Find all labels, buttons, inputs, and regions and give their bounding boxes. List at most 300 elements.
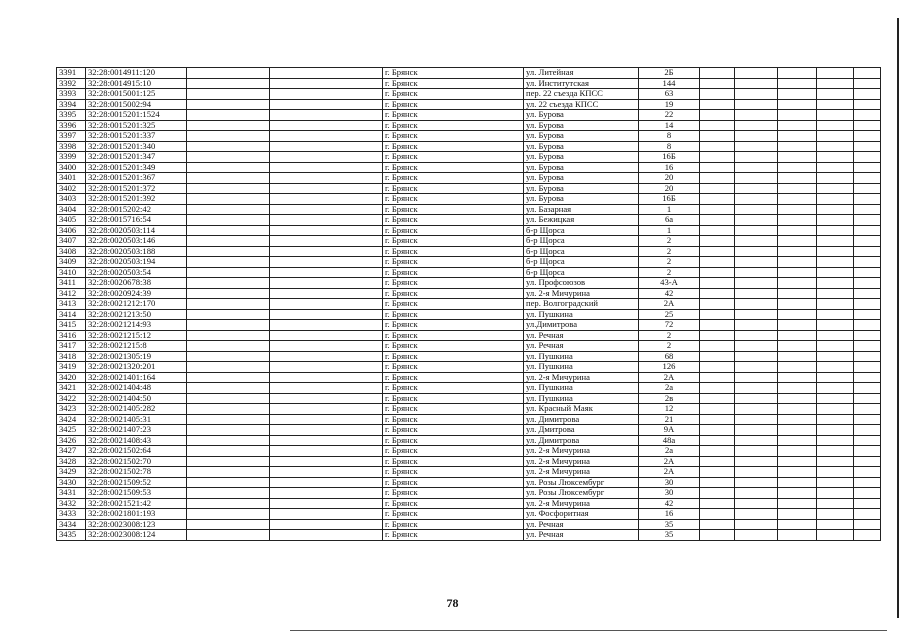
empty-cell	[778, 225, 817, 236]
empty-cell	[187, 414, 270, 425]
empty-cell	[854, 509, 881, 520]
empty-cell	[817, 120, 854, 131]
empty-cell	[817, 288, 854, 299]
empty-cell	[817, 204, 854, 215]
empty-cell	[854, 99, 881, 110]
cadastral-number-cell: 32:28:0015716:54	[86, 215, 187, 226]
empty-cell	[735, 204, 778, 215]
city-cell: г. Брянск	[383, 488, 524, 499]
empty-cell	[778, 162, 817, 173]
table-row	[57, 488, 881, 499]
empty-cell	[700, 278, 735, 289]
empty-cell	[270, 173, 383, 184]
house-number-cell: 14	[639, 120, 700, 131]
street-cell: ул. Бурова	[524, 173, 639, 184]
table-row	[57, 477, 881, 488]
house-number-cell: 1	[639, 225, 700, 236]
table-row	[57, 425, 881, 436]
empty-cell	[187, 131, 270, 142]
empty-cell	[778, 309, 817, 320]
empty-cell	[817, 278, 854, 289]
table-row	[57, 152, 881, 163]
cadastral-number-cell: 32:28:0020503:194	[86, 257, 187, 268]
empty-cell	[700, 456, 735, 467]
cadastral-number-cell: 32:28:0015201:340	[86, 141, 187, 152]
empty-cell	[854, 341, 881, 352]
house-number-cell: 63	[639, 89, 700, 100]
street-cell: ул. 2-я Мичурина	[524, 372, 639, 383]
city-cell: г. Брянск	[383, 414, 524, 425]
empty-cell	[700, 362, 735, 373]
row-number-cell: 3418	[57, 351, 86, 362]
empty-cell	[270, 278, 383, 289]
empty-cell	[854, 435, 881, 446]
empty-cell	[187, 467, 270, 478]
table-row	[57, 467, 881, 478]
empty-cell	[817, 404, 854, 415]
cadastral-number-cell: 32:28:0021801:193	[86, 509, 187, 520]
table-row	[57, 435, 881, 446]
table-row	[57, 509, 881, 520]
cadastral-number-cell: 32:28:0021408:43	[86, 435, 187, 446]
city-cell: г. Брянск	[383, 183, 524, 194]
page-number: 78	[446, 596, 459, 610]
empty-cell	[817, 446, 854, 457]
empty-cell	[817, 299, 854, 310]
table-row	[57, 215, 881, 226]
empty-cell	[700, 215, 735, 226]
empty-cell	[187, 99, 270, 110]
empty-cell	[270, 131, 383, 142]
house-number-cell: 2в	[639, 393, 700, 404]
empty-cell	[700, 194, 735, 205]
empty-cell	[735, 362, 778, 373]
empty-cell	[187, 194, 270, 205]
empty-cell	[778, 183, 817, 194]
house-number-cell: 2А	[639, 299, 700, 310]
street-cell: ул. Бурова	[524, 110, 639, 121]
house-number-cell: 12	[639, 404, 700, 415]
row-number-cell: 3416	[57, 330, 86, 341]
table-row	[57, 141, 881, 152]
house-number-cell: 16Б	[639, 152, 700, 163]
city-cell: г. Брянск	[383, 372, 524, 383]
empty-cell	[735, 372, 778, 383]
cadastral-number-cell: 32:28:0021405:31	[86, 414, 187, 425]
row-number-cell: 3434	[57, 519, 86, 530]
house-number-cell: 144	[639, 78, 700, 89]
empty-cell	[700, 141, 735, 152]
empty-cell	[700, 183, 735, 194]
city-cell: г. Брянск	[383, 351, 524, 362]
empty-cell	[854, 351, 881, 362]
empty-cell	[700, 131, 735, 142]
table-row	[57, 519, 881, 530]
row-number-cell: 3421	[57, 383, 86, 394]
street-cell: ул. Фосфоритная	[524, 509, 639, 520]
empty-cell	[187, 288, 270, 299]
house-number-cell: 42	[639, 288, 700, 299]
house-number-cell: 72	[639, 320, 700, 331]
street-cell: ул. Профсоюзов	[524, 278, 639, 289]
empty-cell	[270, 509, 383, 520]
empty-cell	[854, 488, 881, 499]
house-number-cell: 2	[639, 257, 700, 268]
city-cell: г. Брянск	[383, 309, 524, 320]
city-cell: г. Брянск	[383, 246, 524, 257]
empty-cell	[817, 257, 854, 268]
empty-cell	[817, 488, 854, 499]
empty-cell	[778, 257, 817, 268]
row-number-cell: 3431	[57, 488, 86, 499]
empty-cell	[187, 120, 270, 131]
cadastral-number-cell: 32:28:0015201:372	[86, 183, 187, 194]
table-row	[57, 414, 881, 425]
empty-cell	[817, 309, 854, 320]
empty-cell	[700, 425, 735, 436]
empty-cell	[854, 330, 881, 341]
city-cell: г. Брянск	[383, 257, 524, 268]
empty-cell	[735, 435, 778, 446]
empty-cell	[778, 215, 817, 226]
cadastral-number-cell: 32:28:0014911:120	[86, 68, 187, 79]
empty-cell	[187, 372, 270, 383]
empty-cell	[817, 78, 854, 89]
city-cell: г. Брянск	[383, 404, 524, 415]
empty-cell	[700, 309, 735, 320]
empty-cell	[735, 183, 778, 194]
empty-cell	[187, 162, 270, 173]
street-cell: пер. 22 съезда КПСС	[524, 89, 639, 100]
street-cell: ул. 22 съезда КПСС	[524, 99, 639, 110]
empty-cell	[270, 89, 383, 100]
empty-cell	[817, 110, 854, 121]
empty-cell	[700, 435, 735, 446]
empty-cell	[778, 99, 817, 110]
table-row	[57, 330, 881, 341]
empty-cell	[187, 152, 270, 163]
empty-cell	[817, 530, 854, 541]
house-number-cell: 2Б	[639, 68, 700, 79]
empty-cell	[270, 183, 383, 194]
empty-cell	[735, 257, 778, 268]
registry-table	[56, 67, 881, 541]
table-row	[57, 498, 881, 509]
empty-cell	[187, 78, 270, 89]
empty-cell	[187, 173, 270, 184]
table-row	[57, 173, 881, 184]
city-cell: г. Брянск	[383, 225, 524, 236]
empty-cell	[778, 509, 817, 520]
city-cell: г. Брянск	[383, 236, 524, 247]
house-number-cell: 2А	[639, 467, 700, 478]
cadastral-number-cell: 32:28:0021214:93	[86, 320, 187, 331]
empty-cell	[817, 372, 854, 383]
empty-cell	[187, 225, 270, 236]
row-number-cell: 3435	[57, 530, 86, 541]
empty-cell	[700, 498, 735, 509]
house-number-cell: 8	[639, 131, 700, 142]
empty-cell	[187, 488, 270, 499]
empty-cell	[700, 257, 735, 268]
empty-cell	[700, 446, 735, 457]
cadastral-number-cell: 32:28:0023008:124	[86, 530, 187, 541]
empty-cell	[735, 414, 778, 425]
cadastral-number-cell: 32:28:0015202:42	[86, 204, 187, 215]
empty-cell	[778, 68, 817, 79]
city-cell: г. Брянск	[383, 68, 524, 79]
empty-cell	[817, 383, 854, 394]
empty-cell	[735, 194, 778, 205]
empty-cell	[817, 173, 854, 184]
empty-cell	[187, 257, 270, 268]
empty-cell	[187, 530, 270, 541]
city-cell: г. Брянск	[383, 288, 524, 299]
empty-cell	[854, 530, 881, 541]
empty-cell	[854, 372, 881, 383]
cadastral-number-cell: 32:28:0020503:146	[86, 236, 187, 247]
city-cell: г. Брянск	[383, 99, 524, 110]
row-number-cell: 3405	[57, 215, 86, 226]
empty-cell	[270, 330, 383, 341]
empty-cell	[187, 330, 270, 341]
empty-cell	[854, 225, 881, 236]
house-number-cell: 2	[639, 267, 700, 278]
empty-cell	[735, 162, 778, 173]
table-row	[57, 362, 881, 373]
cadastral-number-cell: 32:28:0021213:50	[86, 309, 187, 320]
house-number-cell: 2	[639, 246, 700, 257]
empty-cell	[735, 320, 778, 331]
cadastral-number-cell: 32:28:0021215:12	[86, 330, 187, 341]
empty-cell	[735, 173, 778, 184]
row-number-cell: 3417	[57, 341, 86, 352]
row-number-cell: 3410	[57, 267, 86, 278]
empty-cell	[187, 498, 270, 509]
city-cell: г. Брянск	[383, 120, 524, 131]
empty-cell	[854, 278, 881, 289]
street-cell: б-р Щорса	[524, 257, 639, 268]
empty-cell	[735, 498, 778, 509]
empty-cell	[700, 299, 735, 310]
table-row	[57, 320, 881, 331]
cadastral-number-cell: 32:28:0020503:114	[86, 225, 187, 236]
empty-cell	[735, 467, 778, 478]
empty-cell	[270, 467, 383, 478]
empty-cell	[854, 456, 881, 467]
empty-cell	[778, 530, 817, 541]
empty-cell	[700, 162, 735, 173]
empty-cell	[778, 488, 817, 499]
table-row	[57, 288, 881, 299]
empty-cell	[187, 278, 270, 289]
table-row	[57, 257, 881, 268]
row-number-cell: 3419	[57, 362, 86, 373]
empty-cell	[700, 477, 735, 488]
cadastral-number-cell: 32:28:0021405:282	[86, 404, 187, 415]
row-number-cell: 3414	[57, 309, 86, 320]
empty-cell	[187, 183, 270, 194]
empty-cell	[817, 393, 854, 404]
empty-cell	[270, 351, 383, 362]
empty-cell	[270, 162, 383, 173]
empty-cell	[854, 425, 881, 436]
row-number-cell: 3401	[57, 173, 86, 184]
empty-cell	[778, 131, 817, 142]
empty-cell	[854, 131, 881, 142]
house-number-cell: 2А	[639, 372, 700, 383]
street-cell: ул. Бурова	[524, 120, 639, 131]
table-row	[57, 404, 881, 415]
street-cell: ул. Бурова	[524, 183, 639, 194]
table-row	[57, 162, 881, 173]
row-number-cell: 3433	[57, 509, 86, 520]
empty-cell	[270, 267, 383, 278]
house-number-cell: 42	[639, 498, 700, 509]
empty-cell	[735, 246, 778, 257]
house-number-cell: 16	[639, 509, 700, 520]
empty-cell	[270, 372, 383, 383]
street-cell: ул. Бурова	[524, 162, 639, 173]
cadastral-number-cell: 32:28:0021509:52	[86, 477, 187, 488]
row-number-cell: 3409	[57, 257, 86, 268]
street-cell: ул. Бежицкая	[524, 215, 639, 226]
city-cell: г. Брянск	[383, 110, 524, 121]
empty-cell	[817, 89, 854, 100]
empty-cell	[700, 110, 735, 121]
street-cell: ул. Розы Люксембург	[524, 488, 639, 499]
cadastral-number-cell: 32:28:0021212:170	[86, 299, 187, 310]
empty-cell	[854, 110, 881, 121]
empty-cell	[735, 78, 778, 89]
empty-cell	[854, 152, 881, 163]
empty-cell	[700, 414, 735, 425]
empty-cell	[700, 173, 735, 184]
house-number-cell: 35	[639, 519, 700, 530]
empty-cell	[187, 309, 270, 320]
empty-cell	[270, 477, 383, 488]
house-number-cell: 43-А	[639, 278, 700, 289]
empty-cell	[270, 99, 383, 110]
table-row	[57, 299, 881, 310]
empty-cell	[817, 456, 854, 467]
cadastral-number-cell: 32:28:0021502:64	[86, 446, 187, 457]
empty-cell	[187, 299, 270, 310]
house-number-cell: 2	[639, 330, 700, 341]
house-number-cell: 2а	[639, 383, 700, 394]
city-cell: г. Брянск	[383, 299, 524, 310]
cadastral-number-cell: 32:28:0015201:337	[86, 131, 187, 142]
empty-cell	[778, 467, 817, 478]
table-row	[57, 110, 881, 121]
empty-cell	[270, 519, 383, 530]
empty-cell	[817, 152, 854, 163]
empty-cell	[735, 278, 778, 289]
table-row	[57, 309, 881, 320]
empty-cell	[778, 351, 817, 362]
empty-cell	[778, 320, 817, 331]
empty-cell	[270, 141, 383, 152]
empty-cell	[270, 425, 383, 436]
table-row	[57, 204, 881, 215]
empty-cell	[187, 362, 270, 373]
empty-cell	[778, 383, 817, 394]
empty-cell	[270, 204, 383, 215]
empty-cell	[817, 99, 854, 110]
empty-cell	[735, 236, 778, 247]
street-cell: б-р Щорса	[524, 267, 639, 278]
empty-cell	[854, 204, 881, 215]
empty-cell	[270, 383, 383, 394]
empty-cell	[778, 404, 817, 415]
cadastral-number-cell: 32:28:0021215:8	[86, 341, 187, 352]
row-number-cell: 3408	[57, 246, 86, 257]
empty-cell	[854, 162, 881, 173]
table-row	[57, 120, 881, 131]
row-number-cell: 3423	[57, 404, 86, 415]
empty-cell	[817, 477, 854, 488]
empty-cell	[735, 215, 778, 226]
row-number-cell: 3399	[57, 152, 86, 163]
row-number-cell: 3426	[57, 435, 86, 446]
empty-cell	[854, 477, 881, 488]
row-number-cell: 3406	[57, 225, 86, 236]
empty-cell	[700, 330, 735, 341]
city-cell: г. Брянск	[383, 477, 524, 488]
street-cell: ул. Пушкина	[524, 309, 639, 320]
house-number-cell: 20	[639, 173, 700, 184]
street-cell: пер. Волгоградский	[524, 299, 639, 310]
empty-cell	[854, 68, 881, 79]
empty-cell	[817, 519, 854, 530]
cadastral-number-cell: 32:28:0015002:94	[86, 99, 187, 110]
cadastral-number-cell: 32:28:0023008:123	[86, 519, 187, 530]
street-cell: ул. Пушкина	[524, 393, 639, 404]
empty-cell	[778, 236, 817, 247]
empty-cell	[735, 68, 778, 79]
row-number-cell: 3395	[57, 110, 86, 121]
empty-cell	[817, 68, 854, 79]
row-number-cell: 3429	[57, 467, 86, 478]
empty-cell	[187, 215, 270, 226]
street-cell: ул. Пушкина	[524, 351, 639, 362]
empty-cell	[778, 267, 817, 278]
empty-cell	[854, 78, 881, 89]
empty-cell	[854, 362, 881, 373]
empty-cell	[270, 404, 383, 415]
empty-cell	[270, 341, 383, 352]
cadastral-number-cell: 32:28:0020503:54	[86, 267, 187, 278]
cadastral-number-cell: 32:28:0015201:367	[86, 173, 187, 184]
cadastral-number-cell: 32:28:0015201:1524	[86, 110, 187, 121]
empty-cell	[854, 194, 881, 205]
empty-cell	[700, 236, 735, 247]
empty-cell	[735, 404, 778, 415]
empty-cell	[187, 236, 270, 247]
empty-cell	[187, 267, 270, 278]
house-number-cell: 2А	[639, 456, 700, 467]
row-number-cell: 3411	[57, 278, 86, 289]
house-number-cell: 48а	[639, 435, 700, 446]
empty-cell	[700, 509, 735, 520]
street-cell: б-р Щорса	[524, 246, 639, 257]
empty-cell	[778, 330, 817, 341]
empty-cell	[187, 519, 270, 530]
city-cell: г. Брянск	[383, 435, 524, 446]
city-cell: г. Брянск	[383, 509, 524, 520]
table-row	[57, 278, 881, 289]
city-cell: г. Брянск	[383, 204, 524, 215]
